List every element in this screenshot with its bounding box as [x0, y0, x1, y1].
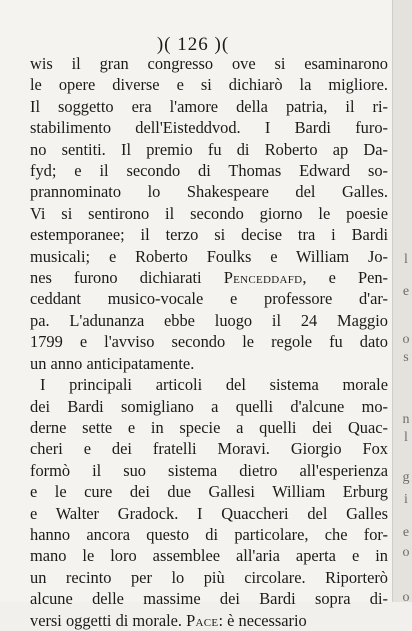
text-line: dei Bardi somigliano a quelli d'alcune mo- [30, 396, 388, 416]
text-line: e Walter Gradock. I Quaccheri del Galles [30, 503, 388, 523]
body-text [30, 53, 388, 631]
page-number-header: )( 126 )( [156, 34, 230, 55]
text-line-with-small-caps [30, 610, 388, 631]
text-line: fyd; e il secondo di Thomas Edward so- [30, 161, 388, 181]
adjacent-page-edge [392, 0, 412, 602]
bleed-letter: o [402, 590, 410, 605]
text-line: 1799 e l'avviso secondo le regole fu dato [30, 332, 388, 352]
bleed-letter: g [402, 470, 410, 485]
text-line: estemporanee; il terzo si decise tra i Bardi [30, 225, 388, 245]
text-line: e le cure dei due Gallesi William Erburg [30, 482, 388, 502]
text-line: formò il suo sistema dietro all'esperienza [30, 460, 388, 480]
text-line: no sentiti. Il premio fu di Roberto ap Da- [30, 139, 388, 159]
text-line: un recinto per lo più circolare. Riporterò [30, 567, 388, 587]
bleed-letter: n [402, 412, 410, 427]
text-line: alcune delle massime dei Bardi sopra di- [30, 589, 388, 609]
small-caps-term: Penceddafd [223, 268, 303, 288]
small-caps-term: Pace [186, 610, 219, 630]
paragraph-2 [30, 374, 388, 631]
text-line: un anno anticipatamente. [30, 353, 195, 373]
text-line: musicali; e Roberto Foulks e William Jo- [30, 246, 388, 266]
text-line: ceddant musico-vocale e professore d'ar- [30, 289, 388, 309]
bleed-letter: i [404, 492, 408, 507]
bleed-letter: o [402, 332, 410, 347]
bleed-letter: l [404, 252, 408, 267]
bleed-letter: e [402, 525, 410, 540]
bleed-letter: s [403, 350, 409, 365]
text-fragment: nes furono dichiarati [30, 268, 224, 288]
text-fragment: , e Pen- [302, 268, 388, 288]
text-line: Vi si sentirono il secondo giorno le poesie [30, 203, 388, 223]
bleed-letter: l [404, 430, 408, 445]
text-line: stabilimento dell'Eisteddvod. I Bardi furo- [30, 118, 388, 138]
text-line: cheri e dei fratelli Moravi. Giorgio Fox [30, 439, 388, 459]
text-line: hanno ancora questo di particolare, che for- [30, 524, 388, 544]
bleed-letter: o [402, 545, 410, 560]
text-line: pa. L'adunanza ebbe luogo il 24 Maggio [30, 310, 388, 330]
text-line: I principali articoli del sistema morale [40, 375, 388, 395]
paragraph-1 [30, 53, 388, 374]
text-line: prannominato lo Shakespeare del Galles. [30, 182, 388, 202]
text-line: le opere diverse e si dichiarò la migliore. [30, 75, 388, 95]
text-line-with-small-caps [30, 267, 388, 288]
bleed-letter: e [402, 284, 410, 299]
text-line: mano le loro assemblee all'aria aperta e in [30, 546, 388, 566]
text-fragment: versi oggetti di morale. [30, 610, 187, 630]
text-line: wis il gran congresso ove si esaminarono [30, 54, 388, 73]
text-line: Il soggetto era l'amore della patria, il ri- [30, 96, 388, 116]
text-line: derne sette e in specie a quelli dei Quac- [30, 417, 388, 437]
text-fragment: : è necessario [218, 610, 307, 630]
